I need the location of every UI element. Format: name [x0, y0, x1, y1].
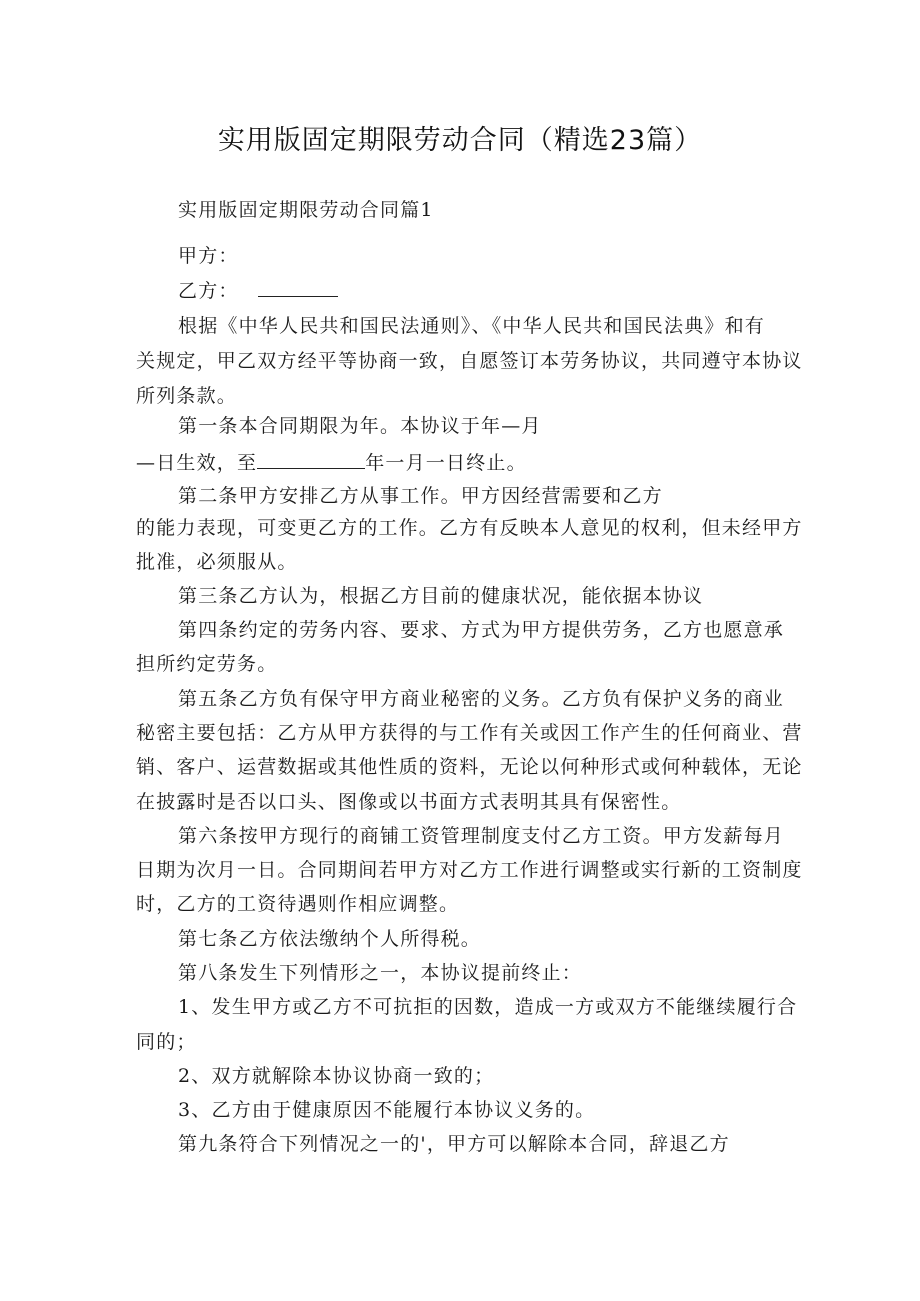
document-title: 实用版固定期限劳动合同（精选23篇）: [217, 125, 703, 156]
article-3: 第三条乙方认为，根据乙方目前的健康状况，能依据本协议: [178, 585, 704, 607]
article-6-line-1: 第六条按甲方现行的商铺工资管理制度支付乙方工资。甲方发薪每月: [178, 825, 785, 847]
article-4-line-2: 担所约定劳务。: [136, 653, 278, 675]
article-1-line-2: [136, 450, 527, 476]
party-b-blank: [258, 278, 338, 297]
clause-3: 3、乙方由于健康原因不能履行本协议义务的。: [178, 1099, 596, 1121]
clause-2: 2、双方就解除本协议协商一致的；: [178, 1065, 495, 1087]
party-b-row: [178, 278, 338, 304]
intro-line-3: 所列条款。: [136, 385, 238, 407]
intro-line-2: 关规定，甲乙双方经平等协商一致，自愿签订本劳务协议，共同遵守本协议: [136, 350, 803, 372]
party-b-label: 乙方：: [178, 280, 239, 302]
article-6-line-3: 时，乙方的工资待遇则作相应调整。: [136, 893, 460, 915]
article-1-blank: [257, 450, 365, 469]
article-6-line-2: 日期为次月一日。合同期间若甲方对乙方工作进行调整或实行新的工资制度: [136, 859, 803, 881]
section-heading: 实用版固定期限劳动合同篇1: [178, 199, 434, 221]
article-5-line-2: 秘密主要包括：乙方从甲方获得的与工作有关或因工作产生的任何商业、营: [136, 722, 803, 744]
article-9: 第九条符合下列情况之一的'，甲方可以解除本合同，辞退乙方: [178, 1133, 730, 1155]
article-4-line-1: 第四条约定的劳务内容、要求、方式为甲方提供劳务，乙方也愿意承: [178, 619, 785, 641]
clause-1-line-2: 同的；: [136, 1031, 197, 1053]
article-1-line-1: 第一条本合同期限为年。本协议于年—月: [178, 415, 542, 437]
intro-line-1: 根据《中华人民共和国民法通则》、《中华人民共和国民法典》和有: [178, 315, 766, 337]
article-2-line-2: 的能力表现，可变更乙方的工作。乙方有反映本人意见的权利，但未经甲方: [136, 517, 803, 539]
article-5-line-1: 第五条乙方负有保守甲方商业秘密的义务。乙方负有保护义务的商业: [178, 688, 785, 710]
article-8: 第八条发生下列情形之一，本协议提前终止：: [178, 962, 583, 984]
clause-1-line-1: 1、发生甲方或乙方不可抗拒的因数，造成一方或双方不能继续履行合: [178, 996, 798, 1018]
article-5-line-3: 销、客户、运营数据或其他性质的资料，无论以何种形式或何种载体，无论: [136, 756, 803, 778]
article-2-line-1: 第二条甲方安排乙方从事工作。甲方因经营需要和乙方: [178, 485, 663, 507]
article-7: 第七条乙方依法缴纳个人所得税。: [178, 928, 482, 950]
party-a-label: 甲方：: [178, 245, 239, 267]
article-5-line-4: 在披露时是否以口头、图像或以书面方式表明其具有保密性。: [136, 791, 682, 813]
article-2-line-3: 批准，必须服从。: [136, 551, 298, 573]
article-1-text-b: 年一月一日终止。: [365, 452, 527, 474]
article-1-text-a: —日生效，至: [136, 452, 258, 474]
